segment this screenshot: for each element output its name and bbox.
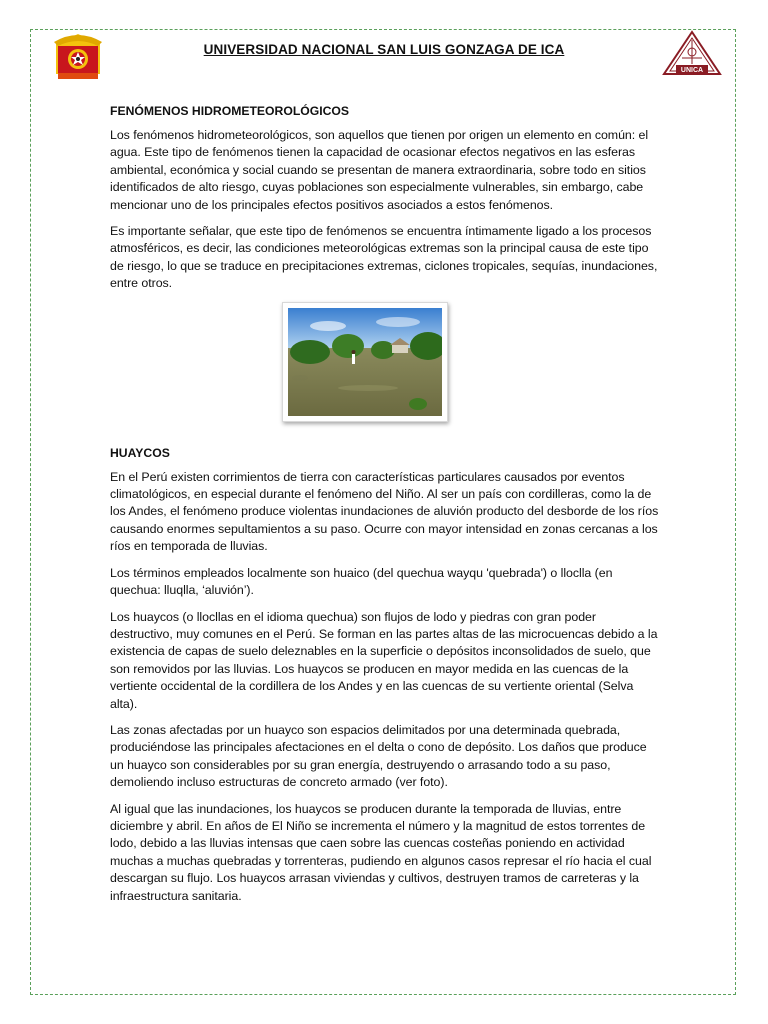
unica-logo-icon xyxy=(662,30,722,78)
page-title: UNIVERSIDAD NACIONAL SAN LUIS GONZAGA DE ICA xyxy=(203,42,565,57)
unica-logo-text: UNICA xyxy=(680,67,704,74)
flood-photo-frame xyxy=(282,302,448,422)
section-heading-hidrometeorologicos: FENÓMENOS HIDROMETEOROLÓGICOS xyxy=(110,104,350,118)
flood-photo xyxy=(288,308,442,416)
paragraph: Es importante señalar, que este tipo de fenómenos se encuentra íntimamente ligado a los procesos atmosféricos, es decir, las condiciones meteorológicas extremas son la principal causa de este tipo de riesgo, lo que se traduce en precipitaciones extremas, ciclones tropicales, sequías, inundaciones, entre otros. xyxy=(110,224,658,291)
document-body xyxy=(110,104,660,914)
section-heading-huaycos: HUAYCOS xyxy=(110,445,170,460)
paragraph: Los huaycos (o llocllas en el idioma quechua) son flujos de lodo y piedras con gran poder destructivo, muy comunes en el Perú. Se forman en las partes altas de las microcuencas debido a la existencia de capas de suelo deleznables en la superficie o depósitos inconsolidados de suelo, que son removidos por las lluvias. Los huaycos se producen en mayor medida en las cuencas de la vertiente occidental de la cordillera de los Andes y en las cuencas de su vertiente oriental (Selva alta). xyxy=(110,609,658,711)
paragraph: Las zonas afectadas por un huayco son espacios delimitados por una determinada quebrada, produciéndose las principales afectaciones en el delta o cono de depósito. Los daños que produce un huayco son considerables por su gran energía, destruyendo o arrasando todo a su paso, demoliendo incluso estructuras de concreto armado (ver foto). xyxy=(110,722,647,790)
paragraph: Al igual que las inundaciones, los huaycos se producen durante la temporada de lluvias, entre diciembre y abril. En años de El Niño se incrementa el número y la magnitud de estos torrentes de lodo, debido a las lluvias intensas que caen sobre las cuencas costeñas poniendo en actividad muchas a muchas quebradas y torrenteras, pudiendo en algunos casos represar el río hacia el cual descargan su flujo. Los huaycos arrasan viviendas y cultivos, destruyen tramos de carreteras y la infraestructura sanitaria. xyxy=(110,801,652,903)
paragraph: Los términos empleados localmente son huaico (del quechua wayqu 'quebrada') o lloclla (en quechua: lluqlla, ‘aluvión’). xyxy=(110,565,613,598)
paragraph: En el Perú existen corrimientos de tierra con características particulares causados por eventos climatológicos, en especial durante el fenómeno del Niño. Al ser un país con cordilleras, como la de los Andes, el fenómeno produce violentas inundaciones de aluvión producto del desborde de los ríos causando enormes sepultamientos a su paso. Ocurre con mayor intensidad en zonas cercanas a los ríos en temporada de lluvias. xyxy=(110,469,659,554)
paragraph: Los fenómenos hidrometeorológicos, son aquellos que tienen por origen un elemento en común: el agua. Este tipo de fenómenos tienen la capacidad de ocasionar efectos negativos en las esferas ambiental, económica y social cuando se presentan de manera extraordinaria, sobre todo en sitios identificados de alto riesgo, cuyas poblaciones son especialmente vulnerables, sin embargo, cabe mencionar uno de los principales efectos positivos asociados a estos fenómenos. xyxy=(110,128,649,212)
